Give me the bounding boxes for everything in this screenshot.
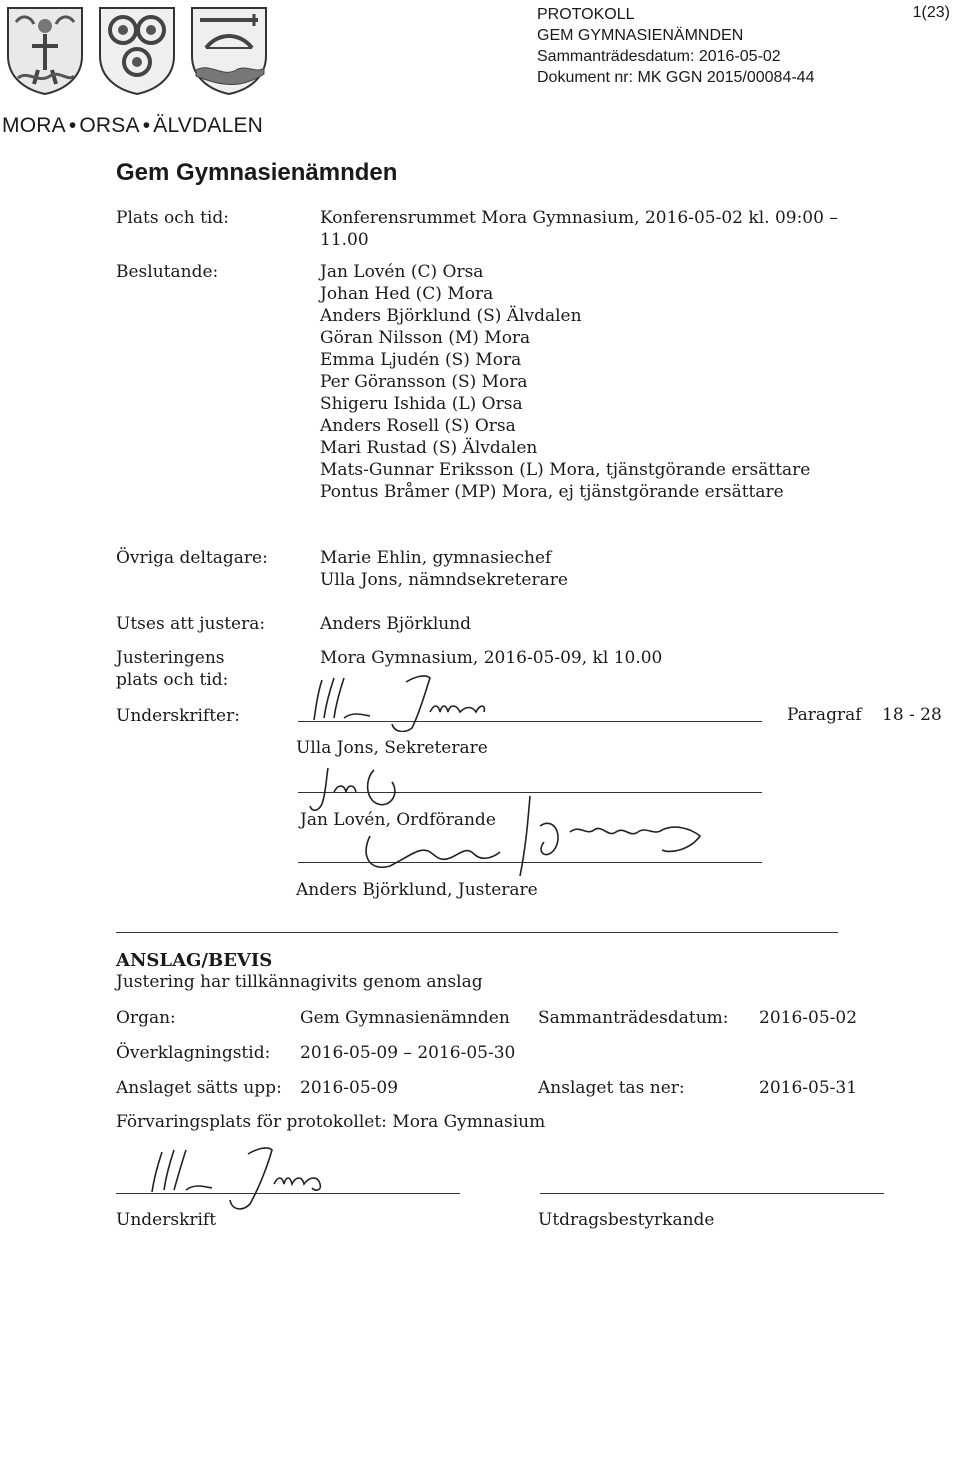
- list-item: Per Göransson (S) Mora: [320, 372, 528, 392]
- secretary-handwritten-signature: [300, 668, 500, 732]
- place-time-line-2: 11.00: [320, 230, 369, 250]
- anslag-signature-line: [116, 1193, 460, 1194]
- adjuster-name: Anders Björklund, Justerare: [296, 880, 538, 900]
- secretary-name: Ulla Jons, Sekreterare: [296, 738, 488, 758]
- signature-caption: Underskrift: [116, 1210, 217, 1230]
- other-participants-label: Övriga deltagare:: [116, 548, 268, 568]
- decision-makers-list: [320, 261, 810, 503]
- doc-type: PROTOKOLL: [537, 6, 635, 23]
- adjustment-place-label: [116, 647, 228, 691]
- anslag-heading: ANSLAG/BEVIS: [116, 950, 273, 971]
- removed-value: 2016-05-31: [759, 1078, 858, 1098]
- alvdalen-crest-icon: [188, 4, 270, 96]
- list-item: Jan Lovén (C) Orsa: [320, 262, 484, 282]
- organ-value: Gem Gymnasienämnden: [300, 1008, 510, 1028]
- list-item: Johan Hed (C) Mora: [320, 284, 494, 304]
- adjuster-value: Anders Björklund: [320, 614, 472, 634]
- list-item: Mats-Gunnar Eriksson (L) Mora, tjänstgörande ersättare: [320, 460, 811, 480]
- list-item: Anders Björklund (S) Älvdalen: [320, 306, 582, 326]
- other-participants-list: [320, 547, 568, 591]
- municipality-orsa: ORSA: [79, 114, 140, 137]
- certify-caption: Utdragsbestyrkande: [538, 1210, 715, 1230]
- list-item: Göran Nilsson (M) Mora: [320, 328, 531, 348]
- adjustment-place-label-line-2: plats och tid:: [116, 670, 229, 690]
- separator-dot: •: [142, 114, 151, 137]
- list-item: Marie Ehlin, gymnasiechef: [320, 548, 552, 568]
- page-title: Gem Gymnasienämnden: [116, 159, 398, 186]
- meeting-date: Sammanträdesdatum: 2016-05-02: [537, 48, 781, 65]
- paragraph-range: 18 - 28: [882, 705, 942, 725]
- list-item: Pontus Bråmer (MP) Mora, ej tjänstgörande ersättare: [320, 482, 784, 502]
- municipality-mora: MORA: [2, 114, 66, 137]
- list-item: Anders Rosell (S) Orsa: [320, 416, 516, 436]
- mora-crest-icon: [4, 4, 86, 96]
- anslag-subheading: Justering har tillkännagivits genom anslag: [116, 972, 483, 992]
- municipality-alvdalen: ÄLVDALEN: [153, 114, 264, 137]
- adjuster-handwritten-signature: [340, 776, 720, 886]
- separator-dot: •: [68, 114, 77, 137]
- storage-location: Förvaringsplats för protokollet: Mora Gymnasium: [116, 1112, 546, 1132]
- list-item: Mari Rustad (S) Älvdalen: [320, 438, 538, 458]
- list-item: Emma Ljudén (S) Mora: [320, 350, 522, 370]
- anslag-handwritten-signature: [140, 1140, 360, 1220]
- orsa-crest-icon: [96, 4, 178, 96]
- municipality-names: [2, 114, 263, 138]
- place-time-value: [320, 207, 838, 251]
- list-item: Shigeru Ishida (L) Orsa: [320, 394, 523, 414]
- appeal-period-value: 2016-05-09 – 2016-05-30: [300, 1043, 516, 1063]
- section-divider: [116, 932, 838, 933]
- chair-name: Jan Lovén, Ordförande: [300, 810, 496, 830]
- document-number: Dokument nr: MK GGN 2015/00084-44: [537, 69, 815, 86]
- certify-signature-line: [540, 1193, 884, 1194]
- place-time-line-1: Konferensrummet Mora Gymnasium, 2016-05-02 kl. 09:00 –: [320, 208, 838, 228]
- list-item: Ulla Jons, nämndsekreterare: [320, 570, 568, 590]
- paragraph-label: Paragraf: [787, 705, 862, 725]
- appeal-period-label: Överklagningstid:: [116, 1043, 271, 1063]
- organ-label: Organ:: [116, 1008, 176, 1028]
- signatures-label: Underskrifter:: [116, 706, 240, 726]
- anslag-meeting-date-value: 2016-05-02: [759, 1008, 858, 1028]
- adjustment-place-label-line-1: Justeringens: [116, 648, 225, 668]
- decision-makers-label: Beslutande:: [116, 262, 219, 282]
- place-time-label: Plats och tid:: [116, 208, 229, 228]
- posted-value: 2016-05-09: [300, 1078, 399, 1098]
- page-number: 1(23): [912, 4, 950, 21]
- posted-label: Anslaget sätts upp:: [116, 1078, 282, 1098]
- adjustment-place-value: Mora Gymnasium, 2016-05-09, kl 10.00: [320, 648, 663, 668]
- document-header: [537, 4, 814, 88]
- committee-name: GEM GYMNASIENÄMNDEN: [537, 27, 744, 44]
- adjuster-label: Utses att justera:: [116, 614, 266, 634]
- anslag-meeting-date-label: Sammanträdesdatum:: [538, 1008, 729, 1028]
- removed-label: Anslaget tas ner:: [538, 1078, 685, 1098]
